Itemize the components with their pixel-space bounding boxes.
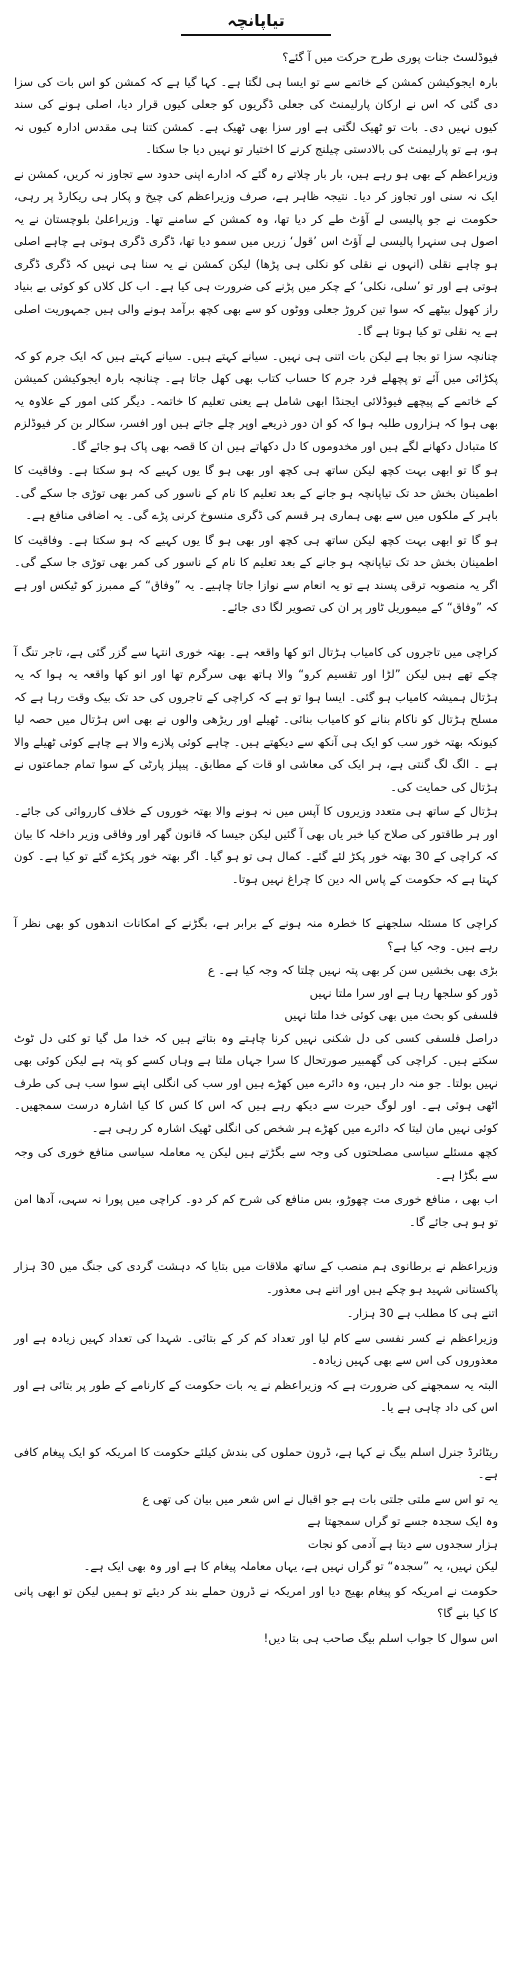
section-3: [14, 912, 498, 1233]
section-1: [14, 46, 498, 619]
paragraph: حکومت نے امریکہ کو پیغام بھیج دیا اور امریکہ نے ڈرون حملے بند کر دیئے تو ہمیں لیکن تو ابھی پانی کا کیا بنے گا؟: [14, 1583, 498, 1620]
verse-line: ڈور کو سلجھا رہا ہے اور سرا ملتا نہیں: [309, 985, 498, 1000]
title-underline: [181, 34, 331, 36]
verse-line: ہزار سجدوں سے دیتا ہے آدمی کو نجات: [307, 1536, 498, 1551]
paragraph: کراچی میں تاجروں کی کامیاب ہڑتال اتو کھا واقعہ ہے۔ بھتہ خوری انتہا سے گزر گئی ہے، تاجر تنگ آ چکے تھے ہیں لیکن ”لڑا اور تقسیم کرو“ والا ہاتھ بھی سرگرم تھا اور انو کھا واقعہ یہ ہوا کہ یہ ہڑتال ہمیشہ کامیاب ہو گئی۔ ایسا ہوا تو ہے کہ کراچی کے تاجروں کی حد تک بیک وقت رہا ہے کہ مسلح ہڑتال کو ناکام بنانے کو کامیاب بنائی۔ ٹھیلے اور ریڑھی والوں نے بھی اس ہڑتال میں حصہ لیا کیونکہ بھتہ خور سب کو ایک ہی آنکھ سے دیکھتے ہیں۔ چاہے کوئی پلازے والا ہے چاہے کوئی ٹھیلے والا ہے ۔ الگ لگ گنتی ہے، ہر ایک کی معاشی او قات کے مطابق۔ پیپلز پارٹی کے سوا تمام جماعتوں نے ہڑتال کی حمایت کی۔: [14, 644, 498, 794]
paragraph: البتہ یہ سمجھنے کی ضرورت ہے کہ وزیراعظم نے یہ بات حکومت کے کارنامے کے طور پر بتائی ہے اور اس کی داد چاہی ہے یا۔: [14, 1377, 498, 1414]
paragraph: وزیراعظم کے بھی ہو رہے ہیں، بار بار چلاتے رہ گئے کہ ادارے اپنی حدود سے تجاوز نہ کریں، کمشن نے ایک نہ سنی اور تجاوز کر دیا۔ نتیجہ ظاہر ہے، صرف وزیراعظم کی چیخ و پکار ہی ریکارڈ پر رہی، حکومت نے جو پالیسی لے آؤٹ طے کر دیا تھا، وہ کمشن کے سامنے تھا۔ وزیراعلیٰ بلوچستان نے یہ اصول ہی سنہرا پالیسی لے آؤٹ اس ’قول‘ زریں میں سمو دیا تھا، ڈگری ڈگری ہوتی ہے چاہے اصلی ہو چاہے نقلی (انہوں نے نقلی کو نکلی ہی پڑھا) لیکن کمشن نے یہ سنا ہی نہیں کہ ڈگری ڈگری ہوتی ہے اور تو ’سلی، نکلی‘ کے چکر میں پڑنے کی ضرورت ہی کیا ہے۔ اب کل کلاں کو کوئی بے بنیاد راز کھول بیٹھے کہ سوا تین کروڑ جعلی ووٹوں کو سے بھی کچھ برآمد ہونے والی ہیں جمہوریت اصلی ہے یہ نقلی تو کیا ہوتا ہے گا۔: [14, 166, 498, 338]
paragraph: دراصل فلسفی کسی کی دل شکنی نہیں کرنا چاہتے وہ بتاتے ہیں کہ خدا مل گیا تو کئی دل ٹوٹ سکتے ہیں۔ کراچی کی گھمبیر صورتحال کا سرا جہاں ملتا ہے وہاں کسے کو پتہ ہے لیکن کوئی بھی نہیں بولتا۔ جو منہ دار ہیں، وہ دائرے میں کھڑے ہیں اور سب کی انگلی اپنے سوا سب ہی کی طرف اٹھی ہوئی ہے۔ اور لوگ حیرت سے دیکھ رہے ہیں کہ اس کا کس کا کیا اشارہ درست سمجھیں۔ کوئی نہیں مان لیتا کہ دائرے میں کھڑے ہر شخص کی انگلی ٹھیک اشارہ کر رہی ہے۔: [14, 1030, 498, 1135]
paragraph: اب بھی ، منافع خوری مت چھوڑو، بس منافع کی شرح کم کر دو۔ کراچی میں پورا نہ سہی، آدھا امن تو ہو ہی جائے گا۔: [14, 1192, 498, 1229]
verse-line: بڑی بھی بخشیں سن کر بھی پتہ نہیں چلتا کہ وجہ کیا ہے۔ ع: [207, 963, 498, 977]
paragraph: ہڑتال کے ساتھ ہی متعدد وزیروں کا آپس میں نہ ہونے والا بھتہ خوروں کے خلاف کارروائی کی جائے۔ اور ہر طاقتور کی صلاح کیا خبر یاں بھی آ گئیں لیکن جیسا کہ قانون گھر اور وفاقی وزیر داخلہ کا بیان کہ کراچی کے 30 بھتہ خور پکڑ لئے گئے۔ کمال ہی تو ہو گیا۔ اگر بھتہ خور پکڑے گئے تو کیا ہے۔ کون کہتا ہے کہ حکومت کے پاس الہ دین کا چراغ نہیں ہوتا۔: [14, 804, 498, 886]
paragraph: کچھ مسئلے سیاسی مصلحتوں کی وجہ سے بگڑتے ہیں لیکن یہ معاملہ سیاسی منافع خوری کی وجہ سے بگڑا ہے۔: [14, 1145, 498, 1182]
paragraph: وزیراعظم نے برطانوی ہم منصب کے ساتھ ملاقات میں بتایا کہ دہشت گردی کی جنگ میں 30 ہزار پاکستانی شہید ہو چکے ہیں اور اتنے ہی معذور۔: [14, 1259, 499, 1296]
paragraph: ہو گا تو ابھی بہت کچھ لیکن ساتھ ہی کچھ اور بھی ہو گا یوں کہیے کہ ہو سکتا ہے۔ وفاقیت کا اطمینان بخش حد تک تیاپانچہ ہو جانے کے بعد تعلیم کا نام کے ناسور کی کمر بھی توڑی جا سکے گی۔ باہر کے ملکوں میں سے بھی ہماری ہر قسم کی ڈگری منسوخ کرنی پڑے گی۔ یہ اضافی منافع ہے۔: [14, 463, 498, 522]
paragraph: کراچی کا مسئلہ سلجھنے کا خطرہ منہ ہونے کے برابر ہے، بگڑنے کے امکانات اندھوں کو بھی نظر آ رہے ہیں۔ وجہ کیا ہے؟: [14, 916, 498, 953]
paragraph: بارہ ایجوکیشن کمشن کے خاتمے سے تو ایسا ہی لگتا ہے۔ کہا گیا ہے کہ کمشن کو اس بات کی سزا دی گئی کہ اس نے ارکان پارلیمنٹ کی جعلی ڈگریوں کو جعلی کیوں قرار دیا، اصلی ہونے کی سند کیوں نہیں دی۔ بات تو ٹھیک لگتی ہے اور سزا بھی ٹھیک ہے۔ کمشن کتنا ہی مقدس ادارہ کیوں نہ ہو، ہے تو پارلیمنٹ کی بالادستی چیلنج کرنے کا اختیار تو نہیں دیا جا سکتا۔: [14, 74, 498, 156]
paragraph: ریٹائرڈ جنرل اسلم بیگ نے کہا ہے، ڈرون حملوں کی بندش کیلئے حکومت کا امریکہ کو ایک پیغام کافی ہے۔: [14, 1444, 498, 1481]
paragraph: اتنے ہی کا مطلب ہے 30 ہزار۔: [346, 1306, 498, 1320]
paragraph: چنانچہ سزا تو بجا ہے لیکن بات اتنی ہی نہیں۔ سیانے کہتے ہیں۔ سیانے کہتے ہیں کہ ایک جرم کو کہ پکڑائی میں آئے تو پچھلے فرد جرم کا حساب کتاب بھی کھل جاتا ہے۔ چنانچہ بارہ ایجوکیشن کمیشن کے خاتمے کے پیچھے فیوڈلائی ایجنڈا ابھی شامل ہے یعنی تعلیم کا خاتمہ۔ دیگر کئی امور کے علاوہ یہ بھی ہوا کہ ہزاروں طلبہ ہوا کہ کو ان دور ذریعے اوپر چلے جاتے ہیں اور افسر، سکالر بن کر فیوڈلزم کا متبادل دکھانے لگے ہیں اور مخدوموں کا دل دکھاتے ہیں ان کا قصہ بھی پاک ہو جائے گا۔: [14, 348, 498, 453]
paragraph: ہو گا تو ابھی بہت کچھ لیکن ساتھ ہی کچھ اور بھی ہو گا یوں کہیے کہ ہو سکتا ہے۔ وفاقیت کا اطمینان بخش حد تک تیاپانچہ ہو جانے کے بعد تعلیم کا نام کے ناسور کی کمر بھی توڑی جا سکے گی۔ اگر یہ منصوبہ ترقی پسند ہے تو یہ انعام سے نوازا جاتا چاہیے۔ یہ ”وفاق“ کے ممبرز کو ٹیکس اور ہے کہ ”وفاق“ کے میموریل ٹاور پر ان کی تصویر لگا دی جائے۔: [14, 532, 498, 614]
section-5: [14, 1441, 498, 1650]
paragraph: فیوڈلسٹ جنات پوری طرح حرکت میں آ گئے؟: [282, 50, 498, 64]
column-title: تیاپانچہ: [227, 11, 285, 30]
paragraph: اس سوال کا جواب اسلم بیگ صاحب ہی بتا دیں!: [263, 1630, 498, 1645]
verse-line: یہ تو اس سے ملتی جلتی بات ہے جو اقبال نے اس شعر میں بیان کی تھی ع: [142, 1491, 498, 1506]
verse-line: وہ ایک سجدہ جسے تو گراں سمجھتا ہے: [307, 1514, 498, 1528]
verse-line: فلسفی کو بحث میں بھی کوئی خدا ملتا نہیں: [284, 1008, 498, 1022]
paragraph: وزیراعظم نے کسر نفسی سے کام لیا اور تعداد کم کر کے بتائی۔ شہدا کی تعداد کہیں زیادہ ہے اور معذوروں کی اس سے بھی کہیں زیادہ۔: [14, 1330, 498, 1367]
section-4: [14, 1255, 498, 1419]
paragraph: لیکن نہیں، یہ ”سجدہ“ تو گراں نہیں ہے، یہاں معاملہ پیغام کا ہے اور وہ بھی ایک ہے۔: [83, 1559, 498, 1573]
section-2: [14, 641, 498, 891]
